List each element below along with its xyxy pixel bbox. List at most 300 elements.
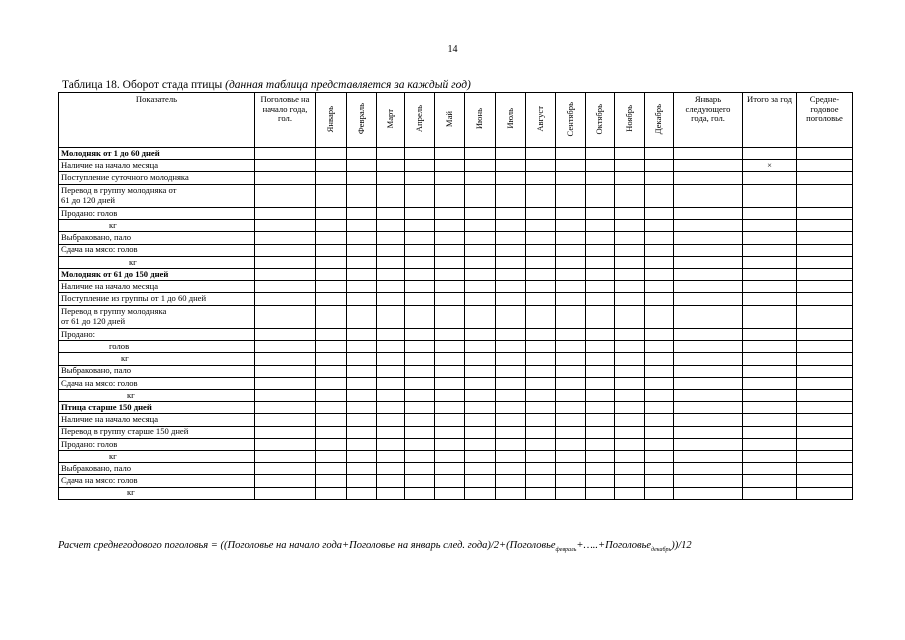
table-cell[interactable] — [674, 148, 743, 160]
table-cell[interactable] — [347, 341, 377, 353]
table-cell[interactable] — [556, 414, 586, 426]
table-cell[interactable] — [526, 353, 556, 365]
table-cell[interactable] — [405, 293, 435, 305]
table-cell[interactable] — [405, 390, 435, 402]
table-cell[interactable] — [316, 184, 347, 208]
table-cell[interactable] — [743, 269, 797, 281]
table-cell[interactable] — [435, 365, 465, 377]
table-cell[interactable] — [645, 305, 674, 329]
table-cell[interactable] — [556, 438, 586, 450]
table-cell[interactable] — [674, 208, 743, 220]
table-cell[interactable] — [255, 293, 316, 305]
table-cell[interactable] — [526, 293, 556, 305]
table-cell[interactable] — [645, 184, 674, 208]
table-cell[interactable] — [496, 487, 526, 499]
table-cell[interactable] — [435, 341, 465, 353]
table-cell[interactable] — [743, 172, 797, 184]
table-cell[interactable] — [615, 402, 645, 414]
table-cell[interactable] — [377, 220, 405, 232]
table-cell[interactable] — [797, 414, 853, 426]
table-cell[interactable] — [743, 463, 797, 475]
table-cell[interactable] — [405, 172, 435, 184]
table-cell[interactable] — [465, 208, 496, 220]
table-cell[interactable] — [674, 426, 743, 438]
table-cell[interactable] — [435, 426, 465, 438]
table-cell[interactable] — [347, 475, 377, 487]
table-cell[interactable] — [615, 148, 645, 160]
table-cell[interactable] — [435, 232, 465, 244]
table-cell[interactable] — [435, 377, 465, 389]
table-cell[interactable] — [556, 208, 586, 220]
table-cell[interactable] — [526, 305, 556, 329]
table-cell[interactable] — [743, 365, 797, 377]
table-cell[interactable] — [465, 293, 496, 305]
table-cell[interactable] — [465, 232, 496, 244]
table-cell[interactable] — [526, 244, 556, 256]
table-cell[interactable] — [674, 402, 743, 414]
table-cell[interactable] — [377, 487, 405, 499]
table-cell[interactable] — [255, 353, 316, 365]
table-cell[interactable] — [556, 281, 586, 293]
table-cell[interactable] — [496, 160, 526, 172]
table-cell[interactable] — [556, 160, 586, 172]
table-cell[interactable] — [743, 487, 797, 499]
table-cell[interactable] — [526, 160, 556, 172]
table-cell[interactable] — [615, 293, 645, 305]
table-cell[interactable] — [465, 148, 496, 160]
table-cell[interactable] — [615, 232, 645, 244]
table-cell[interactable] — [316, 256, 347, 268]
table-cell[interactable] — [526, 426, 556, 438]
table-cell[interactable] — [405, 487, 435, 499]
table-cell[interactable] — [255, 475, 316, 487]
table-cell[interactable] — [465, 184, 496, 208]
table-cell[interactable] — [347, 269, 377, 281]
table-cell[interactable] — [674, 365, 743, 377]
table-cell[interactable] — [526, 184, 556, 208]
table-cell[interactable] — [316, 353, 347, 365]
table-cell[interactable] — [496, 329, 526, 341]
table-cell[interactable] — [435, 475, 465, 487]
table-cell[interactable] — [645, 256, 674, 268]
table-cell[interactable] — [674, 341, 743, 353]
table-cell[interactable] — [615, 281, 645, 293]
table-cell[interactable] — [615, 184, 645, 208]
table-cell[interactable] — [743, 256, 797, 268]
table-cell[interactable] — [465, 463, 496, 475]
table-cell[interactable] — [435, 390, 465, 402]
table-cell[interactable] — [405, 305, 435, 329]
table-cell[interactable] — [465, 414, 496, 426]
table-cell[interactable] — [435, 487, 465, 499]
table-cell[interactable] — [615, 329, 645, 341]
table-cell[interactable] — [743, 281, 797, 293]
table-cell[interactable] — [645, 160, 674, 172]
table-cell[interactable] — [645, 208, 674, 220]
table-cell[interactable] — [405, 148, 435, 160]
table-cell[interactable] — [405, 232, 435, 244]
table-cell[interactable] — [465, 244, 496, 256]
table-cell[interactable] — [586, 172, 615, 184]
table-cell[interactable] — [645, 232, 674, 244]
table-cell[interactable] — [526, 438, 556, 450]
table-cell[interactable] — [556, 487, 586, 499]
table-cell[interactable] — [377, 293, 405, 305]
table-cell[interactable] — [743, 438, 797, 450]
table-cell[interactable] — [615, 353, 645, 365]
table-cell[interactable] — [645, 172, 674, 184]
table-cell[interactable] — [797, 256, 853, 268]
table-cell[interactable] — [377, 208, 405, 220]
table-cell[interactable] — [496, 269, 526, 281]
table-cell[interactable] — [255, 269, 316, 281]
table-cell[interactable] — [586, 281, 615, 293]
table-cell[interactable] — [526, 208, 556, 220]
table-cell[interactable] — [405, 365, 435, 377]
table-cell[interactable] — [526, 402, 556, 414]
table-cell[interactable] — [645, 475, 674, 487]
table-cell[interactable] — [347, 220, 377, 232]
table-cell[interactable] — [255, 426, 316, 438]
table-cell[interactable] — [645, 353, 674, 365]
table-cell[interactable] — [743, 414, 797, 426]
table-cell[interactable] — [743, 341, 797, 353]
table-cell[interactable] — [797, 475, 853, 487]
table-cell[interactable] — [797, 377, 853, 389]
table-cell[interactable] — [586, 353, 615, 365]
table-cell[interactable] — [556, 244, 586, 256]
table-cell[interactable] — [526, 256, 556, 268]
table-cell[interactable] — [435, 269, 465, 281]
table-cell[interactable] — [674, 377, 743, 389]
table-cell[interactable] — [645, 329, 674, 341]
table-cell[interactable] — [645, 244, 674, 256]
table-cell[interactable] — [435, 160, 465, 172]
table-cell[interactable] — [255, 438, 316, 450]
table-cell[interactable] — [674, 256, 743, 268]
table-cell[interactable] — [347, 244, 377, 256]
table-cell[interactable] — [797, 365, 853, 377]
table-cell[interactable] — [435, 293, 465, 305]
table-cell[interactable] — [377, 426, 405, 438]
table-cell[interactable] — [496, 353, 526, 365]
table-cell[interactable] — [347, 450, 377, 462]
table-cell[interactable] — [615, 463, 645, 475]
table-cell[interactable] — [645, 390, 674, 402]
table-cell[interactable] — [255, 305, 316, 329]
table-cell[interactable] — [347, 377, 377, 389]
table-cell[interactable] — [743, 232, 797, 244]
table-cell[interactable] — [556, 463, 586, 475]
table-cell[interactable] — [316, 269, 347, 281]
table-cell[interactable] — [435, 450, 465, 462]
table-cell[interactable] — [465, 438, 496, 450]
table-cell[interactable] — [255, 329, 316, 341]
table-cell[interactable] — [465, 281, 496, 293]
table-cell[interactable] — [347, 160, 377, 172]
table-cell[interactable] — [347, 426, 377, 438]
table-cell[interactable] — [743, 305, 797, 329]
table-cell[interactable] — [435, 148, 465, 160]
table-cell[interactable] — [316, 329, 347, 341]
table-cell[interactable] — [615, 160, 645, 172]
table-cell[interactable] — [316, 281, 347, 293]
table-cell[interactable] — [556, 450, 586, 462]
table-cell[interactable] — [526, 390, 556, 402]
table-cell[interactable] — [556, 341, 586, 353]
table-cell[interactable] — [377, 402, 405, 414]
table-cell[interactable] — [674, 414, 743, 426]
table-cell[interactable] — [316, 463, 347, 475]
table-cell[interactable] — [435, 414, 465, 426]
table-cell[interactable] — [586, 450, 615, 462]
table-cell[interactable] — [255, 256, 316, 268]
table-cell[interactable] — [586, 184, 615, 208]
table-cell[interactable] — [255, 148, 316, 160]
table-cell[interactable] — [316, 172, 347, 184]
table-cell[interactable] — [674, 244, 743, 256]
table-cell[interactable] — [645, 402, 674, 414]
table-cell[interactable] — [615, 208, 645, 220]
table-cell[interactable] — [255, 450, 316, 462]
table-cell[interactable] — [674, 353, 743, 365]
table-cell[interactable] — [556, 402, 586, 414]
table-cell[interactable] — [465, 353, 496, 365]
table-cell[interactable] — [743, 293, 797, 305]
table-cell[interactable] — [797, 426, 853, 438]
table-cell[interactable] — [255, 281, 316, 293]
table-cell[interactable] — [586, 341, 615, 353]
table-cell[interactable] — [316, 148, 347, 160]
table-cell[interactable] — [316, 438, 347, 450]
table-cell[interactable] — [347, 438, 377, 450]
table-cell[interactable] — [797, 390, 853, 402]
table-cell[interactable] — [377, 269, 405, 281]
table-cell[interactable] — [645, 487, 674, 499]
table-cell[interactable] — [255, 390, 316, 402]
table-cell[interactable] — [255, 232, 316, 244]
table-cell[interactable] — [405, 402, 435, 414]
table-cell[interactable] — [674, 293, 743, 305]
table-cell[interactable] — [743, 148, 797, 160]
table-cell[interactable] — [556, 269, 586, 281]
table-cell[interactable] — [674, 475, 743, 487]
table-cell[interactable] — [645, 414, 674, 426]
table-cell[interactable] — [797, 232, 853, 244]
table-cell[interactable] — [377, 256, 405, 268]
table-cell[interactable] — [586, 414, 615, 426]
table-cell[interactable] — [465, 475, 496, 487]
table-cell[interactable] — [316, 208, 347, 220]
table-cell[interactable] — [347, 184, 377, 208]
table-cell[interactable] — [405, 220, 435, 232]
table-cell[interactable] — [797, 463, 853, 475]
table-cell[interactable] — [743, 208, 797, 220]
table-cell[interactable] — [556, 293, 586, 305]
table-cell[interactable] — [316, 365, 347, 377]
table-cell[interactable] — [556, 184, 586, 208]
table-cell[interactable] — [347, 293, 377, 305]
table-cell[interactable] — [586, 244, 615, 256]
table-cell[interactable] — [674, 184, 743, 208]
table-cell[interactable] — [316, 305, 347, 329]
table-cell[interactable] — [377, 414, 405, 426]
table-cell[interactable] — [526, 220, 556, 232]
table-cell[interactable] — [586, 365, 615, 377]
table-cell[interactable] — [496, 365, 526, 377]
table-cell[interactable] — [586, 293, 615, 305]
table-cell[interactable] — [255, 414, 316, 426]
table-cell[interactable] — [615, 244, 645, 256]
table-cell[interactable] — [377, 281, 405, 293]
table-cell[interactable] — [496, 305, 526, 329]
table-cell[interactable] — [405, 244, 435, 256]
table-cell[interactable] — [405, 341, 435, 353]
table-cell[interactable] — [377, 438, 405, 450]
table-cell[interactable] — [526, 329, 556, 341]
table-cell[interactable] — [586, 256, 615, 268]
table-cell[interactable] — [526, 365, 556, 377]
table-cell[interactable] — [496, 426, 526, 438]
table-cell[interactable] — [526, 450, 556, 462]
table-cell[interactable] — [797, 208, 853, 220]
table-cell[interactable] — [435, 184, 465, 208]
table-cell[interactable] — [496, 414, 526, 426]
table-cell[interactable] — [615, 426, 645, 438]
table-cell[interactable] — [797, 281, 853, 293]
table-cell[interactable] — [615, 475, 645, 487]
table-cell[interactable] — [377, 450, 405, 462]
table-cell[interactable] — [316, 426, 347, 438]
table-cell[interactable] — [405, 414, 435, 426]
table-cell[interactable] — [405, 353, 435, 365]
table-cell[interactable] — [405, 329, 435, 341]
table-cell[interactable] — [347, 208, 377, 220]
table-cell[interactable] — [377, 148, 405, 160]
table-cell[interactable] — [347, 390, 377, 402]
table-cell[interactable] — [674, 281, 743, 293]
table-cell[interactable] — [377, 475, 405, 487]
table-cell[interactable] — [316, 232, 347, 244]
table-cell[interactable] — [615, 341, 645, 353]
table-cell[interactable] — [645, 269, 674, 281]
table-cell[interactable] — [645, 438, 674, 450]
table-cell[interactable] — [586, 329, 615, 341]
table-cell[interactable] — [556, 172, 586, 184]
table-cell[interactable] — [645, 148, 674, 160]
table-cell[interactable] — [465, 377, 496, 389]
table-cell[interactable] — [615, 305, 645, 329]
table-cell[interactable] — [255, 220, 316, 232]
table-cell[interactable] — [496, 184, 526, 208]
table-cell[interactable] — [526, 232, 556, 244]
table-cell[interactable] — [556, 377, 586, 389]
table-cell[interactable] — [496, 256, 526, 268]
table-cell[interactable] — [586, 220, 615, 232]
table-cell[interactable] — [556, 329, 586, 341]
table-cell[interactable] — [347, 365, 377, 377]
table-cell[interactable] — [674, 269, 743, 281]
table-cell[interactable] — [377, 172, 405, 184]
table-cell[interactable] — [405, 426, 435, 438]
table-cell[interactable] — [743, 353, 797, 365]
table-cell[interactable] — [316, 293, 347, 305]
table-cell[interactable] — [526, 475, 556, 487]
table-cell[interactable] — [465, 402, 496, 414]
table-cell[interactable] — [526, 172, 556, 184]
table-cell[interactable] — [465, 390, 496, 402]
table-cell[interactable] — [556, 390, 586, 402]
table-cell[interactable] — [674, 172, 743, 184]
table-cell[interactable] — [615, 365, 645, 377]
table-cell[interactable] — [465, 329, 496, 341]
table-cell[interactable] — [556, 220, 586, 232]
table-cell[interactable] — [526, 148, 556, 160]
table-cell[interactable] — [405, 256, 435, 268]
table-cell[interactable] — [435, 256, 465, 268]
table-cell[interactable] — [316, 487, 347, 499]
table-cell[interactable] — [645, 220, 674, 232]
table-cell[interactable] — [255, 487, 316, 499]
table-cell[interactable] — [316, 244, 347, 256]
table-cell[interactable] — [615, 256, 645, 268]
table-cell[interactable] — [586, 402, 615, 414]
table-cell[interactable] — [316, 341, 347, 353]
table-cell[interactable] — [316, 377, 347, 389]
table-cell[interactable] — [255, 172, 316, 184]
table-cell[interactable] — [255, 184, 316, 208]
table-cell[interactable] — [526, 281, 556, 293]
table-cell[interactable] — [316, 414, 347, 426]
table-cell[interactable] — [586, 463, 615, 475]
table-cell[interactable] — [347, 329, 377, 341]
table-cell[interactable] — [586, 148, 615, 160]
table-cell[interactable] — [465, 172, 496, 184]
table-cell[interactable] — [674, 329, 743, 341]
table-cell[interactable] — [797, 487, 853, 499]
table-cell[interactable] — [556, 353, 586, 365]
table-cell[interactable] — [556, 232, 586, 244]
table-cell[interactable] — [797, 353, 853, 365]
table-cell[interactable] — [526, 414, 556, 426]
table-cell[interactable] — [586, 305, 615, 329]
table-cell[interactable] — [615, 487, 645, 499]
table-cell[interactable] — [586, 232, 615, 244]
table-cell[interactable] — [347, 232, 377, 244]
table-cell[interactable] — [255, 463, 316, 475]
table-cell[interactable] — [347, 463, 377, 475]
table-cell[interactable] — [347, 256, 377, 268]
table-cell[interactable] — [645, 426, 674, 438]
table-cell[interactable] — [556, 256, 586, 268]
table-cell[interactable] — [615, 377, 645, 389]
table-cell[interactable] — [347, 305, 377, 329]
table-cell[interactable] — [526, 463, 556, 475]
table-cell[interactable] — [465, 305, 496, 329]
table-cell[interactable] — [797, 305, 853, 329]
table-cell[interactable] — [743, 220, 797, 232]
table-cell[interactable] — [797, 293, 853, 305]
table-cell[interactable] — [645, 450, 674, 462]
table-cell[interactable] — [556, 426, 586, 438]
table-cell[interactable] — [465, 426, 496, 438]
table-cell[interactable] — [645, 293, 674, 305]
table-cell[interactable] — [377, 232, 405, 244]
table-cell[interactable] — [797, 160, 853, 172]
table-cell[interactable] — [645, 377, 674, 389]
table-cell[interactable] — [347, 402, 377, 414]
table-cell[interactable] — [405, 463, 435, 475]
